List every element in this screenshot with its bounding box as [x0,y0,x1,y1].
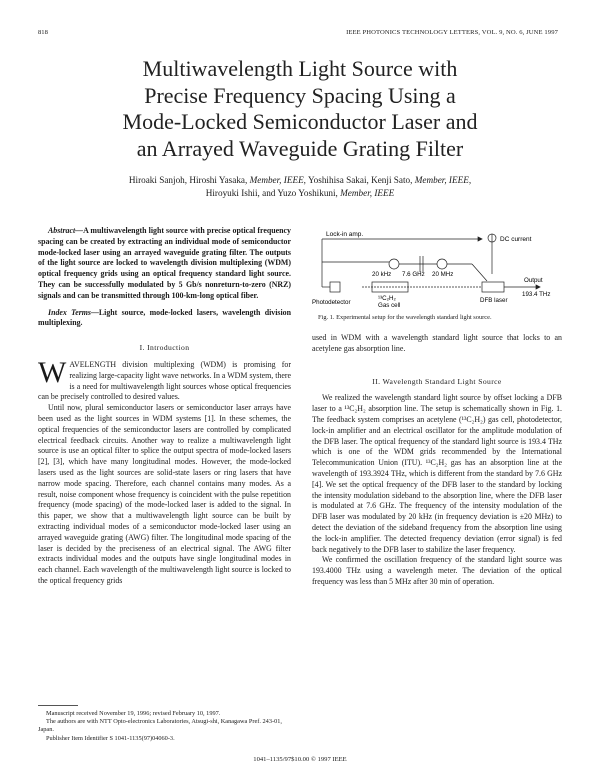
paragraph: Until now, plural semiconductor lasers or semiconductor laser arrays have been used as the light sources in WDM systems [1]. In these schemes, the optical frequencies of the semiconductor lasers are controlled by complicated electrical feedback circuits. Another way to realize a multiwavelength light source is use an optical filter to splice the output spectra of mode-locked lasers [2], [3], which have many longitudinal modes. However, the mode-locked lasers used as the light sources are solid-state lasers or ring lasers that have narrow mode spacing. Therefore, each channel contains many modes. As a result, noise component whose frequency is coincident with the pulse repetition frequency (mode spacing) of the mode-locked laser is added to the signal. In this paper, we show that a multiwavelength light source can be built by extracting individual modes of a semiconductor mode-locked laser using an arrayed waveguide grating (AWG) filter. The longitudinal mode spacing of the laser is decided by the preciseness of an electrical signal. The AWG filter extracts individual modes and the outputs have single longitudinal modes in each channel. Each wavelength of the multiwavelength light source is locked to the optical frequency grids [38,403,291,585]
figure-1-diagram [312,226,562,322]
dfb-laser-icon [482,282,504,292]
paragraph: We realized the wavelength standard light source by offset locking a DFB laser to a ¹³C₂H₂ absorption line. The setup is schematically shown in Fig. 1. The feedback system comprises an acetylene (¹³C₂H₂) gas cell, photodetector, lock-in amplifier and an electrical oscillator for the amplitude modulation of the DFB laser. The optical frequency of the standard light source is 193.4 THz which is one of the WDM grids recommended by the International Telecommunication Union (ITU). ¹³C₂H₂ gas has an absorption line at the wavelength of 193.3924 THz, which is different from the standard by 7.6 GHz [4]. We set the optical frequency of the DFB laser to the standard by locking the intensity modulation sideband to the absorption line, where the DFB laser is modulated at 7.6 GHz. The frequency of the intensity modulation of the DFB laser was modulated by 20 kHz (in frequency deviation is ±20 MHz) to detect the deviation of the sideband frequency from the absorption line using the lock-in amplifier. The detected frequency deviation (error signal) is fed back negatively to the DFB laser to stabilize the laser frequency. [312,393,562,554]
label-freq-3: 20 MHz [432,271,454,278]
label-lock-in: Lock-in amp. [326,231,364,238]
label-gas-cell-formula: ¹³C₂H₂ [378,295,396,302]
title-line: Multiwavelength Light Source with [142,56,458,81]
section-heading: II. Wavelength Standard Light Source [372,376,502,386]
footnote [38,710,291,743]
index-terms-text: Light source, mode-locked lasers, wavelength division multiplexing. [38,307,292,328]
section-heading: I. Introduction [139,343,190,353]
setup-schematic [312,226,562,322]
photodetector-icon [330,282,340,292]
author-role: Member, IEEE, [249,175,306,185]
footnote-line: The authors are with NTT Opto-electronics Laboratories, Atsugi-shi, Kanagawa Pref. 243-01, Japan. [38,718,282,734]
right-column [312,333,562,588]
title-line: Precise Frequency Spacing Using a [144,82,456,108]
label-freq-2: 7.6 GHz [402,271,425,278]
label-output-freq: 193.4 THz [522,291,551,298]
oscillator-icon [437,259,447,269]
paragraph-text: AVELENGTH division multiplexing (WDM) is promising for realizing large-capacity light wave networks. In a WDM system, there is a need for multiwavelength light sources whose optical frequencies can be precisely controlled to desired values. [38,359,291,402]
label-gas-cell: Gas cell [378,302,401,309]
label-dc-current: DC current [500,236,532,243]
paragraph [38,355,291,403]
arrow-icon [478,237,482,241]
author-names: Yoshihisa Sakai, Kenji Sato, [307,175,413,185]
author-role: Member, IEEE, [414,175,472,185]
drop-cap: W [38,355,67,389]
author-list [40,174,560,199]
paragraph: used in WDM with a wavelength standard light source that locks to an acetylene gas absorption line. [312,333,562,353]
arrow-icon [536,285,540,289]
footnote-line: Publisher Item Identifier S 1041-1135(97)04060-3. [46,734,175,742]
paragraph: We confirmed the oscillation frequency of the standard light source was 193.4000 THz using a wavelength meter. The deviation of the optical frequency was less than 5 MHz after 30 min of operation. [312,555,562,586]
title-line: Mode-Locked Semiconductor Laser and [122,109,478,134]
left-column [38,226,291,587]
paper-title [40,56,560,162]
footnote-rule [38,705,78,706]
abstract-text: A multiwavelength light source with precise optical frequency spacing can be created by extracting an individual mode of semiconductor mode-locked laser using an arrayed waveguide grating filter. The outputs of the light source are locked to wavelength division multiplexing (WDM) optical frequency grids using an optical frequency standard light source. They can be successfully modulated by 5 Gb/s nonreturn-to-zero (NRZ) signals and can be transmitted through 100-km-long optical fiber. [38,226,291,300]
author-names: Hiroyuki Ishii, and Yuzo Yoshikuni, [205,187,338,198]
figure-caption: Fig. 1. Experimental setup for the wavelength standard light source. [318,314,492,321]
copyright: 1041–1135/97$10.00 © 1997 IEEE [253,756,347,763]
abstract-label: Abstract— [48,226,84,235]
index-terms [38,308,291,330]
index-terms-label: Index Terms— [48,307,99,317]
journal-header: IEEE PHOTONICS TECHNOLOGY LETTERS, VOL. 9, NO. 6, JUNE 1997 [346,29,558,36]
label-dfb: DFB laser [480,297,508,304]
footnote-line: Manuscript received November 19, 1996; revised February 10, 1997. [46,710,221,717]
label-photodetector: Photodetector [312,299,351,306]
page-number: 818 [38,29,48,36]
author-role: Member, IEEE [340,187,395,198]
abstract [38,226,291,302]
oscillator-icon [389,259,399,269]
title-line: an Arrayed Waveguide Grating Filter [136,135,464,161]
label-output: Output [524,277,543,284]
author-names: Hiroaki Sanjoh, Hiroshi Yasaka, [128,175,248,185]
label-freq-1: 20 kHz [372,271,392,278]
